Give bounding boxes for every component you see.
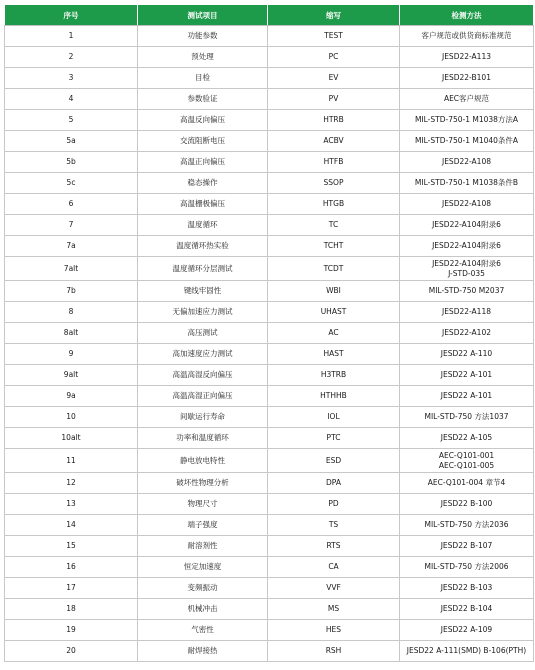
cell-test-method: 客户规范或供货商标准规范 — [400, 26, 534, 47]
cell-test-item: 温度循环分层测试 — [138, 257, 268, 281]
header-serial-number: 序号 — [5, 5, 138, 26]
cell-abbreviation: AC — [268, 323, 400, 344]
table-row — [5, 89, 534, 110]
table-row — [5, 236, 534, 257]
cell-serial-number: 12 — [5, 473, 138, 494]
cell-serial-number: 1 — [5, 26, 138, 47]
cell-test-method: JESD22 B-100 — [400, 494, 534, 515]
cell-serial-number: 17 — [5, 578, 138, 599]
cell-serial-number: 5c — [5, 173, 138, 194]
cell-test-method: JESD22-A104附录6 — [400, 236, 534, 257]
cell-test-item: 耐溶剂性 — [138, 536, 268, 557]
cell-abbreviation: DPA — [268, 473, 400, 494]
table-row — [5, 281, 534, 302]
table-row — [5, 536, 534, 557]
cell-test-item: 高温高湿反向偏压 — [138, 365, 268, 386]
cell-test-method: JESD22 A-111(SMD) B-106(PTH) — [400, 641, 534, 662]
cell-abbreviation: WBI — [268, 281, 400, 302]
cell-serial-number: 11 — [5, 449, 138, 473]
cell-abbreviation: ACBV — [268, 131, 400, 152]
cell-abbreviation: VVF — [268, 578, 400, 599]
cell-abbreviation: HAST — [268, 344, 400, 365]
header-test-item: 测试项目 — [138, 5, 268, 26]
header-abbreviation: 缩写 — [268, 5, 400, 26]
cell-test-method: JESD22 B-107 — [400, 536, 534, 557]
table-header-row — [5, 5, 534, 26]
table-body — [5, 26, 534, 662]
cell-abbreviation: TS — [268, 515, 400, 536]
cell-test-method-line: AEC-Q101-001 — [438, 450, 495, 460]
cell-test-method: AEC-Q101-004 章节4 — [400, 473, 534, 494]
cell-abbreviation: UHAST — [268, 302, 400, 323]
cell-abbreviation: PV — [268, 89, 400, 110]
cell-test-item: 高温栅极偏压 — [138, 194, 268, 215]
cell-serial-number: 7alt — [5, 257, 138, 281]
cell-abbreviation: HTHHB — [268, 386, 400, 407]
cell-serial-number: 9 — [5, 344, 138, 365]
cell-test-item: 温度循环热实验 — [138, 236, 268, 257]
cell-test-item: 变频振动 — [138, 578, 268, 599]
cell-test-item: 耐焊接热 — [138, 641, 268, 662]
table-row — [5, 344, 534, 365]
cell-abbreviation: SSOP — [268, 173, 400, 194]
cell-abbreviation: EV — [268, 68, 400, 89]
cell-test-method: JESD22 A-105 — [400, 428, 534, 449]
cell-test-method: JESD22-A108 — [400, 152, 534, 173]
cell-abbreviation: RSH — [268, 641, 400, 662]
cell-test-item: 温度循环 — [138, 215, 268, 236]
cell-test-method: JESD22-A108 — [400, 194, 534, 215]
cell-test-method: JESD22-A118 — [400, 302, 534, 323]
table-row — [5, 152, 534, 173]
cell-test-item: 高温正向偏压 — [138, 152, 268, 173]
table-row — [5, 494, 534, 515]
cell-test-item: 高温反向偏压 — [138, 110, 268, 131]
cell-abbreviation: HTFB — [268, 152, 400, 173]
table-row — [5, 110, 534, 131]
cell-test-item: 静电放电特性 — [138, 449, 268, 473]
cell-test-method: MIL-STD-750 方法1037 — [400, 407, 534, 428]
cell-abbreviation: HTRB — [268, 110, 400, 131]
cell-test-method: JESD22 A-101 — [400, 365, 534, 386]
table-row — [5, 428, 534, 449]
cell-serial-number: 3 — [5, 68, 138, 89]
cell-serial-number: 18 — [5, 599, 138, 620]
table-row — [5, 386, 534, 407]
cell-test-item: 预处理 — [138, 47, 268, 68]
cell-abbreviation: PTC — [268, 428, 400, 449]
cell-abbreviation: PC — [268, 47, 400, 68]
cell-test-method-line: AEC-Q101-005 — [438, 460, 495, 470]
cell-test-item: 键线牢固性 — [138, 281, 268, 302]
table-row — [5, 557, 534, 578]
cell-test-item: 间歇运行寿命 — [138, 407, 268, 428]
cell-test-item: 高加速度应力测试 — [138, 344, 268, 365]
cell-test-method: JESD22-B101 — [400, 68, 534, 89]
cell-serial-number: 5a — [5, 131, 138, 152]
cell-test-method — [400, 449, 534, 473]
cell-test-method: MIL-STD-750-1 M1038方法A — [400, 110, 534, 131]
table-row — [5, 515, 534, 536]
table-row — [5, 26, 534, 47]
cell-serial-number: 10alt — [5, 428, 138, 449]
cell-abbreviation: TCHT — [268, 236, 400, 257]
cell-test-item: 参数验证 — [138, 89, 268, 110]
cell-test-method: JESD22 B-103 — [400, 578, 534, 599]
cell-serial-number: 14 — [5, 515, 138, 536]
cell-serial-number: 7 — [5, 215, 138, 236]
cell-test-method: JESD22-A104附录6 — [400, 215, 534, 236]
cell-test-item: 功能参数 — [138, 26, 268, 47]
cell-test-method: JESD22 A-110 — [400, 344, 534, 365]
cell-test-item: 机械冲击 — [138, 599, 268, 620]
table-row — [5, 473, 534, 494]
cell-test-method: MIL-STD-750 方法2006 — [400, 557, 534, 578]
test-items-table-container — [4, 4, 533, 662]
table-row — [5, 47, 534, 68]
cell-test-method: MIL-STD-750 方法2036 — [400, 515, 534, 536]
cell-abbreviation: TEST — [268, 26, 400, 47]
cell-serial-number: 5 — [5, 110, 138, 131]
cell-test-item: 高温高湿正向偏压 — [138, 386, 268, 407]
cell-abbreviation: RTS — [268, 536, 400, 557]
table-row — [5, 215, 534, 236]
table-row — [5, 620, 534, 641]
cell-abbreviation: ESD — [268, 449, 400, 473]
cell-test-method: JESD22-A113 — [400, 47, 534, 68]
cell-abbreviation: IOL — [268, 407, 400, 428]
table-row — [5, 257, 534, 281]
cell-serial-number: 5b — [5, 152, 138, 173]
cell-serial-number: 10 — [5, 407, 138, 428]
cell-test-item: 高压测试 — [138, 323, 268, 344]
cell-serial-number: 4 — [5, 89, 138, 110]
cell-abbreviation: TCDT — [268, 257, 400, 281]
cell-test-method: AEC客户规范 — [400, 89, 534, 110]
table-row — [5, 302, 534, 323]
table-row — [5, 407, 534, 428]
cell-serial-number: 8alt — [5, 323, 138, 344]
cell-serial-number: 6 — [5, 194, 138, 215]
table-row — [5, 578, 534, 599]
cell-serial-number: 9a — [5, 386, 138, 407]
cell-abbreviation: CA — [268, 557, 400, 578]
cell-abbreviation: HES — [268, 620, 400, 641]
cell-test-item: 恒定加速度 — [138, 557, 268, 578]
cell-test-method-line: J-STD-035 — [448, 268, 485, 278]
table-row — [5, 365, 534, 386]
table-row — [5, 194, 534, 215]
cell-test-method: JESD22 B-104 — [400, 599, 534, 620]
cell-abbreviation: HTGB — [268, 194, 400, 215]
cell-test-item: 破坏性物理分析 — [138, 473, 268, 494]
header-test-method: 检测方法 — [400, 5, 534, 26]
cell-serial-number: 8 — [5, 302, 138, 323]
cell-test-item: 气密性 — [138, 620, 268, 641]
cell-serial-number: 19 — [5, 620, 138, 641]
table-row — [5, 449, 534, 473]
cell-test-method: MIL-STD-750 M2037 — [400, 281, 534, 302]
table-row — [5, 323, 534, 344]
table-row — [5, 131, 534, 152]
cell-test-method: JESD22 A-101 — [400, 386, 534, 407]
cell-abbreviation: TC — [268, 215, 400, 236]
cell-serial-number: 13 — [5, 494, 138, 515]
table-row — [5, 641, 534, 662]
cell-test-item: 无偏加速应力测试 — [138, 302, 268, 323]
cell-serial-number: 2 — [5, 47, 138, 68]
cell-serial-number: 15 — [5, 536, 138, 557]
cell-test-method: MIL-STD-750-1 M1040条件A — [400, 131, 534, 152]
cell-serial-number: 7a — [5, 236, 138, 257]
cell-serial-number: 16 — [5, 557, 138, 578]
cell-test-item: 交流阻断电压 — [138, 131, 268, 152]
cell-serial-number: 20 — [5, 641, 138, 662]
cell-abbreviation: MS — [268, 599, 400, 620]
table-row — [5, 173, 534, 194]
cell-abbreviation: PD — [268, 494, 400, 515]
cell-serial-number: 7b — [5, 281, 138, 302]
cell-test-method: JESD22 A-109 — [400, 620, 534, 641]
cell-test-method — [400, 257, 534, 281]
cell-test-method: JESD22-A102 — [400, 323, 534, 344]
cell-abbreviation: H3TRB — [268, 365, 400, 386]
cell-test-item: 物理尺寸 — [138, 494, 268, 515]
cell-test-item: 目检 — [138, 68, 268, 89]
cell-test-method-line: JESD22-A104附录6 — [432, 258, 501, 268]
cell-test-item: 功率和温度循环 — [138, 428, 268, 449]
cell-test-item: 稳态操作 — [138, 173, 268, 194]
cell-serial-number: 9alt — [5, 365, 138, 386]
cell-test-method: MIL-STD-750-1 M1038条件B — [400, 173, 534, 194]
cell-test-item: 端子强度 — [138, 515, 268, 536]
test-items-table — [4, 4, 534, 662]
table-row — [5, 599, 534, 620]
table-row — [5, 68, 534, 89]
